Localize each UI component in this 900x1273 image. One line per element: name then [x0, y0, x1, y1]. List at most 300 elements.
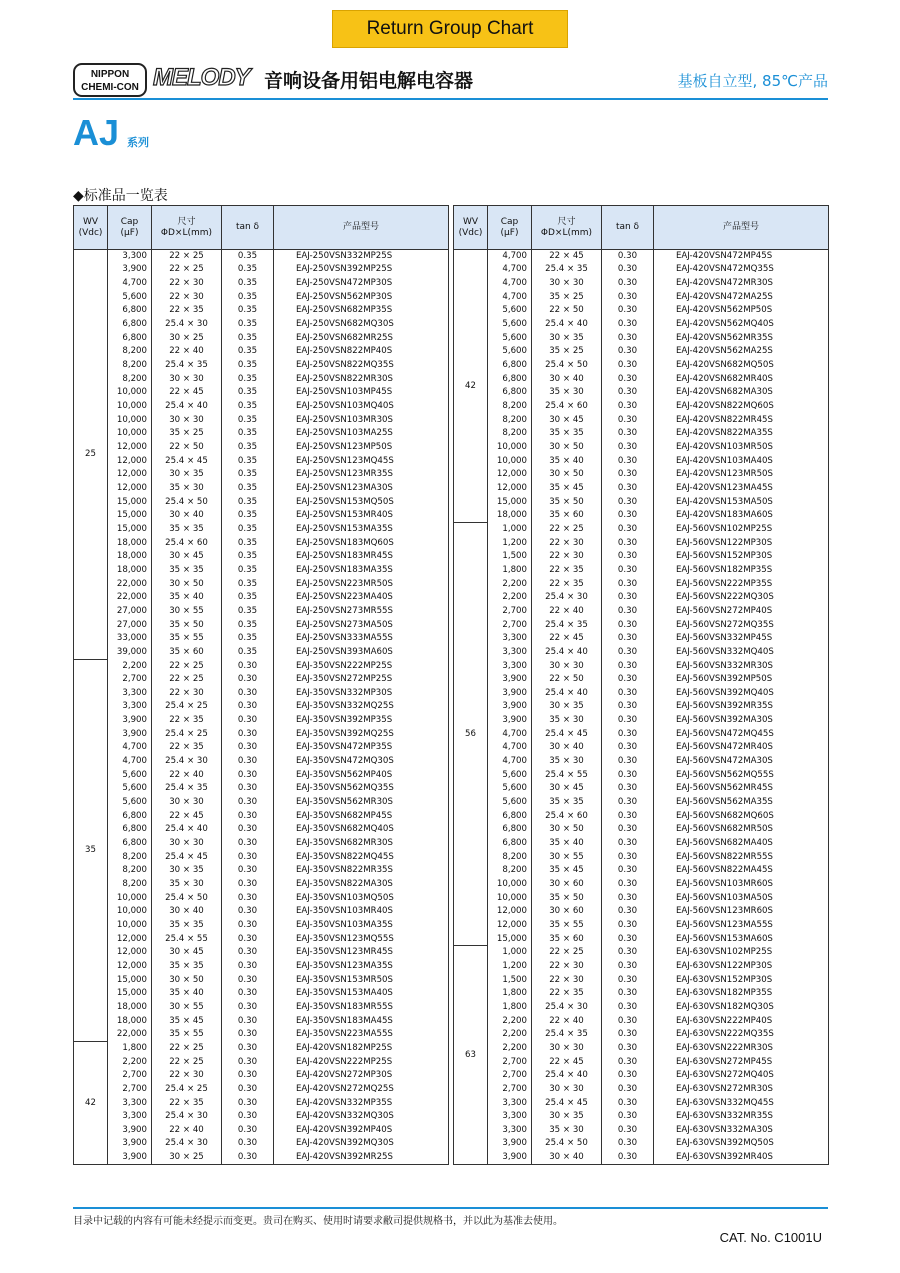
- cap-cell: 18,000: [108, 550, 152, 564]
- cap-cell: 3,900: [488, 714, 532, 728]
- tan-cell: 0.35: [222, 564, 274, 578]
- table-header: [454, 206, 829, 250]
- tan-cell: 0.35: [222, 359, 274, 373]
- size-cell: 30 × 50: [532, 823, 602, 837]
- model-cell: EAJ-420VSN472MP45S: [654, 250, 829, 264]
- table-row: [454, 509, 829, 523]
- cap-cell: 4,700: [488, 755, 532, 769]
- cap-cell: 4,700: [108, 755, 152, 769]
- table-row: [74, 809, 449, 823]
- cap-cell: 4,700: [488, 741, 532, 755]
- model-cell: EAJ-560VSN472MQ45S: [654, 727, 829, 741]
- size-cell: 25.4 × 45: [532, 1096, 602, 1110]
- table-row: [74, 878, 449, 892]
- size-cell: 22 × 45: [152, 386, 222, 400]
- cap-cell: 6,800: [108, 331, 152, 345]
- size-cell: 30 × 30: [152, 413, 222, 427]
- size-cell: 30 × 35: [532, 700, 602, 714]
- tan-cell: 0.30: [222, 864, 274, 878]
- cap-cell: 3,900: [108, 1124, 152, 1138]
- model-cell: EAJ-420VSN472MQ35S: [654, 263, 829, 277]
- cap-cell: 10,000: [108, 386, 152, 400]
- tan-cell: 0.30: [602, 605, 654, 619]
- tan-header: tan δ: [602, 206, 654, 250]
- table-row: [454, 987, 829, 1001]
- table-row: [454, 864, 829, 878]
- cap-cell: 5,600: [488, 345, 532, 359]
- cap-cell: 6,800: [108, 837, 152, 851]
- tan-cell: 0.30: [602, 1124, 654, 1138]
- tan-cell: 0.35: [222, 413, 274, 427]
- tan-cell: 0.35: [222, 605, 274, 619]
- cap-cell: 12,000: [108, 441, 152, 455]
- cap-cell: 5,600: [488, 331, 532, 345]
- table-row: [454, 400, 829, 414]
- model-cell: EAJ-350VSN562MP40S: [274, 768, 449, 782]
- model-cell: EAJ-560VSN332MR30S: [654, 659, 829, 673]
- model-cell: EAJ-560VSN682MA40S: [654, 837, 829, 851]
- size-header: 尺寸 ΦD×L(mm): [152, 206, 222, 250]
- size-cell: 30 × 30: [152, 372, 222, 386]
- tan-cell: 0.30: [602, 1001, 654, 1015]
- model-cell: EAJ-630VSN222MQ35S: [654, 1028, 829, 1042]
- size-cell: 35 × 30: [532, 386, 602, 400]
- catalog-number: CAT. No. C1001U: [719, 1230, 822, 1245]
- table-row: [74, 1137, 449, 1151]
- model-cell: EAJ-350VSN222MP25S: [274, 659, 449, 673]
- table-row: [454, 1096, 829, 1110]
- size-cell: 35 × 35: [532, 427, 602, 441]
- model-cell: EAJ-350VSN392MP35S: [274, 714, 449, 728]
- model-cell: EAJ-560VSN392MP50S: [654, 673, 829, 687]
- size-cell: 22 × 35: [152, 741, 222, 755]
- cap-cell: 18,000: [108, 564, 152, 578]
- cap-cell: 3,300: [108, 700, 152, 714]
- model-cell: EAJ-350VSN472MP35S: [274, 741, 449, 755]
- table-row: [454, 605, 829, 619]
- size-cell: 22 × 40: [152, 1124, 222, 1138]
- cap-cell: 10,000: [108, 905, 152, 919]
- tan-cell: 0.30: [602, 796, 654, 810]
- table-row: [74, 536, 449, 550]
- model-cell: EAJ-420VSN153MA50S: [654, 495, 829, 509]
- size-cell: 25.4 × 50: [152, 495, 222, 509]
- cap-cell: 27,000: [108, 618, 152, 632]
- table-row: [74, 659, 449, 673]
- tan-cell: 0.30: [602, 905, 654, 919]
- table-row: [454, 1124, 829, 1138]
- size-cell: 22 × 40: [152, 768, 222, 782]
- size-cell: 25.4 × 45: [532, 727, 602, 741]
- table-row: [454, 714, 829, 728]
- model-cell: EAJ-420VSN682MR40S: [654, 372, 829, 386]
- tan-cell: 0.35: [222, 536, 274, 550]
- model-cell: EAJ-250VSN392MP25S: [274, 263, 449, 277]
- cap-cell: 12,000: [108, 454, 152, 468]
- table-row: [74, 919, 449, 933]
- table-row: [454, 837, 829, 851]
- table-row: [74, 987, 449, 1001]
- model-cell: EAJ-630VSN122MP30S: [654, 960, 829, 974]
- cap-cell: 2,200: [488, 577, 532, 591]
- cap-cell: 1,500: [488, 550, 532, 564]
- model-cell: EAJ-630VSN332MQ45S: [654, 1096, 829, 1110]
- cap-cell: 18,000: [488, 509, 532, 523]
- model-cell: EAJ-420VSN822MQ60S: [654, 400, 829, 414]
- model-cell: EAJ-420VSN392MR25S: [274, 1151, 449, 1165]
- table-row: [454, 700, 829, 714]
- cap-cell: 2,700: [488, 1055, 532, 1069]
- cap-cell: 3,300: [488, 632, 532, 646]
- table-row: [74, 564, 449, 578]
- table-row: [454, 523, 829, 537]
- size-cell: 35 × 40: [152, 987, 222, 1001]
- size-cell: 30 × 30: [152, 796, 222, 810]
- tan-cell: 0.30: [602, 960, 654, 974]
- model-cell: EAJ-250VSN153MR40S: [274, 509, 449, 523]
- wv-header: WV (Vdc): [454, 206, 488, 250]
- size-cell: 35 × 30: [532, 714, 602, 728]
- table-row: [74, 960, 449, 974]
- table-row: [74, 796, 449, 810]
- size-cell: 35 × 30: [532, 1124, 602, 1138]
- tan-cell: 0.30: [222, 700, 274, 714]
- tan-cell: 0.30: [222, 823, 274, 837]
- cap-cell: 4,700: [488, 250, 532, 264]
- model-cell: EAJ-420VSN123MA45S: [654, 482, 829, 496]
- cap-cell: 12,000: [108, 468, 152, 482]
- cap-cell: 18,000: [108, 1014, 152, 1028]
- tan-cell: 0.30: [602, 768, 654, 782]
- tan-cell: 0.30: [602, 523, 654, 537]
- wv-header: WV (Vdc): [74, 206, 108, 250]
- tan-cell: 0.30: [602, 987, 654, 1001]
- table-row: [454, 331, 829, 345]
- tan-cell: 0.30: [602, 400, 654, 414]
- tan-cell: 0.30: [602, 700, 654, 714]
- model-cell: EAJ-350VSN822MQ45S: [274, 850, 449, 864]
- table-row: [74, 700, 449, 714]
- size-cell: 25.4 × 50: [532, 359, 602, 373]
- size-cell: 30 × 45: [152, 550, 222, 564]
- model-cell: EAJ-350VSN103MR40S: [274, 905, 449, 919]
- tan-cell: 0.30: [602, 250, 654, 264]
- table-row: [74, 1001, 449, 1015]
- model-cell: EAJ-350VSN562MQ35S: [274, 782, 449, 796]
- table-row: [74, 495, 449, 509]
- model-cell: EAJ-250VSN223MR50S: [274, 577, 449, 591]
- cap-cell: 15,000: [108, 495, 152, 509]
- cap-cell: 33,000: [108, 632, 152, 646]
- table-row: [454, 796, 829, 810]
- model-cell: EAJ-350VSN123MQ55S: [274, 932, 449, 946]
- size-cell: 30 × 50: [532, 468, 602, 482]
- cap-cell: 5,600: [488, 782, 532, 796]
- model-cell: EAJ-560VSN123MR60S: [654, 905, 829, 919]
- tan-cell: 0.35: [222, 646, 274, 660]
- table-row: [74, 905, 449, 919]
- tan-cell: 0.35: [222, 372, 274, 386]
- tan-cell: 0.30: [602, 495, 654, 509]
- cap-cell: 12,000: [108, 932, 152, 946]
- nippon-chemicon-logo: [73, 63, 147, 97]
- table-row: [74, 1042, 449, 1056]
- tan-cell: 0.30: [602, 741, 654, 755]
- tan-cell: 0.30: [602, 632, 654, 646]
- model-cell: EAJ-250VSN682MP35S: [274, 304, 449, 318]
- table-row: [454, 413, 829, 427]
- model-cell: EAJ-560VSN682MR50S: [654, 823, 829, 837]
- cap-cell: 3,900: [108, 727, 152, 741]
- tan-cell: 0.30: [602, 277, 654, 291]
- table-row: [454, 427, 829, 441]
- tan-cell: 0.30: [602, 1096, 654, 1110]
- size-cell: 35 × 25: [152, 427, 222, 441]
- cap-cell: 3,900: [488, 700, 532, 714]
- cap-cell: 3,900: [108, 1151, 152, 1165]
- table-row: [74, 509, 449, 523]
- model-cell: EAJ-630VSN182MQ30S: [654, 1001, 829, 1015]
- table-row: [454, 1028, 829, 1042]
- model-cell: EAJ-250VSN153MQ50S: [274, 495, 449, 509]
- tan-cell: 0.35: [222, 495, 274, 509]
- table-row: [454, 768, 829, 782]
- cap-cell: 10,000: [108, 891, 152, 905]
- model-cell: EAJ-350VSN332MP30S: [274, 687, 449, 701]
- size-cell: 25.4 × 40: [152, 823, 222, 837]
- tan-cell: 0.30: [222, 1055, 274, 1069]
- cap-cell: 2,200: [108, 659, 152, 673]
- model-cell: EAJ-560VSN822MR55S: [654, 850, 829, 864]
- model-cell: EAJ-420VSN123MR50S: [654, 468, 829, 482]
- tan-cell: 0.30: [602, 441, 654, 455]
- table-row: [74, 331, 449, 345]
- cap-cell: 8,200: [108, 850, 152, 864]
- table-row: [74, 646, 449, 660]
- model-cell: EAJ-560VSN123MA55S: [654, 919, 829, 933]
- size-cell: 25.4 × 60: [532, 400, 602, 414]
- size-cell: 25.4 × 45: [152, 850, 222, 864]
- table-row: [454, 359, 829, 373]
- model-cell: EAJ-560VSN103MR60S: [654, 878, 829, 892]
- model-cell: EAJ-560VSN562MQ55S: [654, 768, 829, 782]
- size-cell: 35 × 55: [532, 919, 602, 933]
- cap-cell: 10,000: [488, 441, 532, 455]
- table-row: [454, 809, 829, 823]
- model-cell: EAJ-250VSN183MQ60S: [274, 536, 449, 550]
- cap-cell: 6,800: [108, 823, 152, 837]
- size-cell: 30 × 35: [532, 331, 602, 345]
- size-cell: 25.4 × 40: [532, 646, 602, 660]
- model-cell: EAJ-420VSN272MP30S: [274, 1069, 449, 1083]
- table-row: [454, 659, 829, 673]
- table-row: [454, 646, 829, 660]
- table-row: [74, 591, 449, 605]
- table-row: [74, 413, 449, 427]
- size-cell: 22 × 25: [532, 523, 602, 537]
- table-row: [74, 372, 449, 386]
- size-cell: 30 × 45: [532, 413, 602, 427]
- model-cell: EAJ-420VSN682MQ50S: [654, 359, 829, 373]
- cap-cell: 6,800: [108, 318, 152, 332]
- tan-cell: 0.30: [222, 905, 274, 919]
- cap-cell: 1,800: [488, 987, 532, 1001]
- table-row: [74, 277, 449, 291]
- tan-cell: 0.30: [602, 372, 654, 386]
- model-cell: EAJ-420VSN272MQ25S: [274, 1083, 449, 1097]
- cap-cell: 1,000: [488, 523, 532, 537]
- size-cell: 35 × 35: [152, 919, 222, 933]
- model-cell: EAJ-420VSN472MR30S: [654, 277, 829, 291]
- table-row: [454, 386, 829, 400]
- size-cell: 25.4 × 30: [152, 318, 222, 332]
- size-cell: 22 × 30: [532, 960, 602, 974]
- table-row: [454, 850, 829, 864]
- model-cell: EAJ-250VSN822MR30S: [274, 372, 449, 386]
- size-cell: 30 × 25: [152, 331, 222, 345]
- model-cell: EAJ-420VSN182MP25S: [274, 1042, 449, 1056]
- footer-divider: [73, 1207, 828, 1209]
- tan-cell: 0.30: [602, 345, 654, 359]
- cap-cell: 10,000: [488, 454, 532, 468]
- model-cell: EAJ-420VSN332MP35S: [274, 1096, 449, 1110]
- tan-cell: 0.30: [602, 932, 654, 946]
- tan-header: tan δ: [222, 206, 274, 250]
- table-row: [74, 673, 449, 687]
- cap-cell: 10,000: [488, 878, 532, 892]
- wv-cell: 25: [74, 250, 108, 660]
- size-cell: 22 × 45: [532, 1055, 602, 1069]
- tan-cell: 0.30: [602, 1110, 654, 1124]
- size-cell: 35 × 25: [532, 290, 602, 304]
- tan-cell: 0.30: [222, 1151, 274, 1165]
- model-cell: EAJ-560VSN562MR45S: [654, 782, 829, 796]
- model-cell: EAJ-350VSN153MA40S: [274, 987, 449, 1001]
- model-cell: EAJ-560VSN102MP25S: [654, 523, 829, 537]
- cap-cell: 2,700: [488, 1083, 532, 1097]
- model-cell: EAJ-350VSN472MQ30S: [274, 755, 449, 769]
- size-cell: 30 × 35: [152, 468, 222, 482]
- table-row: [454, 441, 829, 455]
- size-cell: 22 × 30: [532, 536, 602, 550]
- tan-cell: 0.30: [602, 850, 654, 864]
- tan-cell: 0.30: [222, 741, 274, 755]
- tan-cell: 0.30: [602, 454, 654, 468]
- tan-cell: 0.35: [222, 427, 274, 441]
- tan-cell: 0.30: [602, 564, 654, 578]
- size-cell: 22 × 30: [152, 687, 222, 701]
- model-cell: EAJ-560VSN332MQ40S: [654, 646, 829, 660]
- model-cell: EAJ-630VSN392MQ50S: [654, 1137, 829, 1151]
- spec-table-right: [453, 205, 829, 1165]
- return-group-chart-button[interactable]: Return Group Chart: [332, 10, 568, 48]
- size-cell: 30 × 55: [152, 605, 222, 619]
- model-cell: EAJ-420VSN562MA25S: [654, 345, 829, 359]
- tan-cell: 0.30: [602, 1055, 654, 1069]
- cap-cell: 1,800: [108, 1042, 152, 1056]
- tan-cell: 0.30: [222, 687, 274, 701]
- tan-cell: 0.30: [602, 878, 654, 892]
- size-cell: 22 × 35: [152, 304, 222, 318]
- table-row: [454, 905, 829, 919]
- tan-cell: 0.30: [602, 673, 654, 687]
- tan-cell: 0.30: [222, 1124, 274, 1138]
- model-cell: EAJ-560VSN562MA35S: [654, 796, 829, 810]
- table-row: [74, 386, 449, 400]
- table-row: [454, 878, 829, 892]
- size-cell: 22 × 35: [152, 1096, 222, 1110]
- size-cell: 35 × 45: [532, 864, 602, 878]
- size-cell: 22 × 45: [532, 632, 602, 646]
- tan-cell: 0.35: [222, 304, 274, 318]
- model-cell: EAJ-420VSN222MP25S: [274, 1055, 449, 1069]
- series-suffix: 系列: [127, 136, 149, 149]
- cap-cell: 3,900: [108, 263, 152, 277]
- tan-cell: 0.30: [222, 919, 274, 933]
- table-row: [74, 250, 449, 264]
- model-cell: EAJ-630VSN332MR35S: [654, 1110, 829, 1124]
- size-cell: 22 × 45: [152, 809, 222, 823]
- model-cell: EAJ-420VSN682MA30S: [654, 386, 829, 400]
- tan-cell: 0.30: [222, 946, 274, 960]
- model-header: 产品型号: [654, 206, 829, 250]
- size-cell: 22 × 30: [532, 550, 602, 564]
- size-cell: 30 × 30: [532, 659, 602, 673]
- tan-cell: 0.35: [222, 263, 274, 277]
- size-cell: 25.4 × 35: [152, 359, 222, 373]
- tan-cell: 0.30: [602, 946, 654, 960]
- size-cell: 35 × 40: [152, 591, 222, 605]
- size-header: 尺寸 ΦD×L(mm): [532, 206, 602, 250]
- size-cell: 22 × 30: [532, 973, 602, 987]
- size-cell: 35 × 45: [532, 482, 602, 496]
- cap-cell: 1,800: [488, 1001, 532, 1015]
- tan-cell: 0.30: [602, 1042, 654, 1056]
- model-cell: EAJ-350VSN103MA35S: [274, 919, 449, 933]
- table-row: [454, 960, 829, 974]
- table-row: [454, 372, 829, 386]
- logo-line-2: CHEMI-CON: [81, 82, 139, 93]
- tan-cell: 0.30: [602, 659, 654, 673]
- cap-cell: 8,200: [488, 850, 532, 864]
- size-cell: 30 × 50: [152, 577, 222, 591]
- model-cell: EAJ-630VSN222MP40S: [654, 1014, 829, 1028]
- wv-cell: 35: [74, 659, 108, 1041]
- tan-cell: 0.30: [602, 1069, 654, 1083]
- tan-cell: 0.30: [602, 577, 654, 591]
- model-cell: EAJ-350VSN332MQ25S: [274, 700, 449, 714]
- cap-cell: 5,600: [488, 768, 532, 782]
- series-name: AJ: [73, 112, 120, 153]
- size-cell: 35 × 30: [152, 878, 222, 892]
- tan-cell: 0.30: [602, 386, 654, 400]
- list-title: ◆标准品一览表: [73, 188, 168, 204]
- model-cell: EAJ-420VSN392MP40S: [274, 1124, 449, 1138]
- cap-cell: 6,800: [108, 304, 152, 318]
- table-row: [74, 1124, 449, 1138]
- cap-cell: 3,900: [488, 673, 532, 687]
- tan-cell: 0.30: [222, 1028, 274, 1042]
- size-cell: 25.4 × 60: [152, 536, 222, 550]
- tan-cell: 0.30: [222, 973, 274, 987]
- tan-cell: 0.30: [602, 618, 654, 632]
- cap-cell: 3,300: [488, 1110, 532, 1124]
- table-row: [74, 345, 449, 359]
- tan-cell: 0.35: [222, 441, 274, 455]
- cap-cell: 6,800: [488, 823, 532, 837]
- tan-cell: 0.30: [222, 891, 274, 905]
- tan-cell: 0.30: [602, 687, 654, 701]
